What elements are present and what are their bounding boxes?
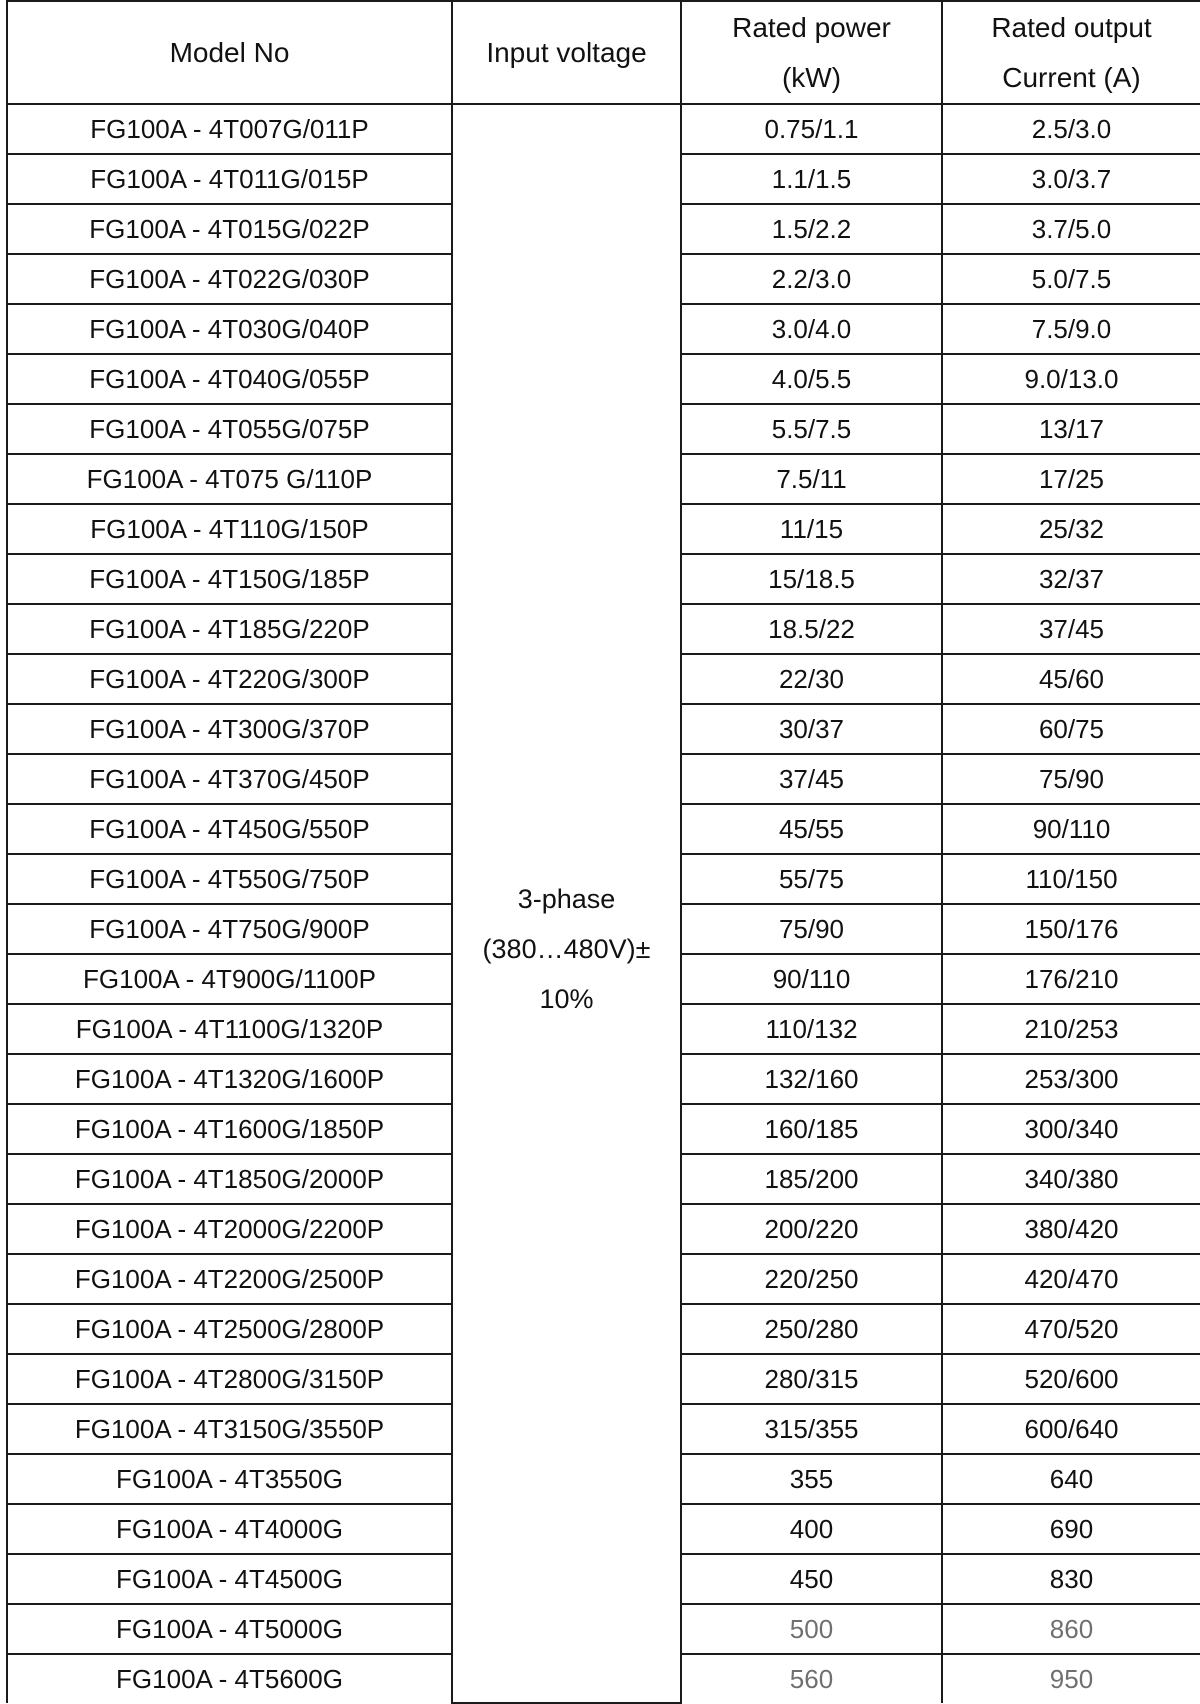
model-cell: FG100A - 4T5000G <box>7 1604 452 1654</box>
model-cell: FG100A - 4T007G/011P <box>7 104 452 154</box>
rated-power-cell: 250/280 <box>681 1304 942 1354</box>
header-row <box>7 1 1200 104</box>
model-cell: FG100A - 4T5600G <box>7 1654 452 1703</box>
model-cell: FG100A - 4T022G/030P <box>7 254 452 304</box>
model-cell: FG100A - 4T015G/022P <box>7 204 452 254</box>
rated-current-cell: 600/640 <box>942 1404 1200 1454</box>
rated-power-cell: 45/55 <box>681 804 942 854</box>
rated-power-cell: 4.0/5.5 <box>681 354 942 404</box>
model-cell: FG100A - 4T4500G <box>7 1554 452 1604</box>
rated-power-cell: 315/355 <box>681 1404 942 1454</box>
rated-current-cell: 640 <box>942 1454 1200 1504</box>
model-cell: FG100A - 4T1850G/2000P <box>7 1154 452 1204</box>
rated-power-cell: 1.1/1.5 <box>681 154 942 204</box>
header-rated-current-line1: Rated output <box>991 11 1152 43</box>
rated-power-cell: 30/37 <box>681 704 942 754</box>
model-cell: FG100A - 4T3150G/3550P <box>7 1404 452 1454</box>
rated-power-cell: 1.5/2.2 <box>681 204 942 254</box>
rated-current-cell: 253/300 <box>942 1054 1200 1104</box>
rated-current-cell: 45/60 <box>942 654 1200 704</box>
rated-power-cell: 0.75/1.1 <box>681 104 942 154</box>
rated-power-cell: 110/132 <box>681 1004 942 1054</box>
input-voltage-cell <box>452 104 681 1703</box>
model-cell: FG100A - 4T900G/1100P <box>7 954 452 1004</box>
rated-power-cell: 3.0/4.0 <box>681 304 942 354</box>
model-cell: FG100A - 4T1100G/1320P <box>7 1004 452 1054</box>
rated-current-cell: 25/32 <box>942 504 1200 554</box>
spec-table <box>6 0 1200 1704</box>
rated-power-cell: 7.5/11 <box>681 454 942 504</box>
rated-power-cell: 450 <box>681 1554 942 1604</box>
rated-power-cell: 200/220 <box>681 1204 942 1254</box>
rated-power-cell: 5.5/7.5 <box>681 404 942 454</box>
model-cell: FG100A - 4T1320G/1600P <box>7 1054 452 1104</box>
rated-power-cell: 22/30 <box>681 654 942 704</box>
rated-current-cell: 830 <box>942 1554 1200 1604</box>
model-cell: FG100A - 4T2500G/2800P <box>7 1304 452 1354</box>
rated-current-cell: 300/340 <box>942 1104 1200 1154</box>
model-cell: FG100A - 4T3550G <box>7 1454 452 1504</box>
model-cell: FG100A - 4T2200G/2500P <box>7 1254 452 1304</box>
rated-power-cell: 500 <box>681 1604 942 1654</box>
model-cell: FG100A - 4T2800G/3150P <box>7 1354 452 1404</box>
header-rated-current-line2: Current (A) <box>1002 61 1141 93</box>
header-rated-power-line1: Rated power <box>732 11 891 43</box>
model-cell: FG100A - 4T450G/550P <box>7 804 452 854</box>
rated-power-cell: 55/75 <box>681 854 942 904</box>
rated-power-cell: 280/315 <box>681 1354 942 1404</box>
table-header <box>7 1 1200 104</box>
header-rated-power-line2: (kW) <box>781 61 842 93</box>
model-cell: FG100A - 4T370G/450P <box>7 754 452 804</box>
model-cell: FG100A - 4T750G/900P <box>7 904 452 954</box>
model-cell: FG100A - 4T030G/040P <box>7 304 452 354</box>
rated-current-cell: 37/45 <box>942 604 1200 654</box>
rated-current-cell: 690 <box>942 1504 1200 1554</box>
rated-current-cell: 2.5/3.0 <box>942 104 1200 154</box>
rated-current-cell: 60/75 <box>942 704 1200 754</box>
model-cell: FG100A - 4T550G/750P <box>7 854 452 904</box>
rated-current-cell: 13/17 <box>942 404 1200 454</box>
rated-current-cell: 110/150 <box>942 854 1200 904</box>
rated-power-cell: 560 <box>681 1654 942 1703</box>
header-rated-power <box>681 1 942 104</box>
rated-current-cell: 5.0/7.5 <box>942 254 1200 304</box>
table-row <box>7 104 1200 154</box>
header-rated-current <box>942 1 1200 104</box>
rated-power-cell: 37/45 <box>681 754 942 804</box>
input-voltage-line2: (380…480V)± <box>482 933 651 964</box>
model-cell: FG100A - 4T185G/220P <box>7 604 452 654</box>
rated-current-cell: 860 <box>942 1604 1200 1654</box>
rated-current-cell: 520/600 <box>942 1354 1200 1404</box>
model-cell: FG100A - 4T2000G/2200P <box>7 1204 452 1254</box>
model-cell: FG100A - 4T300G/370P <box>7 704 452 754</box>
rated-current-cell: 75/90 <box>942 754 1200 804</box>
model-cell: FG100A - 4T075 G/110P <box>7 454 452 504</box>
rated-current-cell: 32/37 <box>942 554 1200 604</box>
rated-current-cell: 470/520 <box>942 1304 1200 1354</box>
rated-current-cell: 420/470 <box>942 1254 1200 1304</box>
rated-power-cell: 15/18.5 <box>681 554 942 604</box>
rated-current-cell: 950 <box>942 1654 1200 1703</box>
rated-power-cell: 132/160 <box>681 1054 942 1104</box>
rated-current-cell: 150/176 <box>942 904 1200 954</box>
model-cell: FG100A - 4T220G/300P <box>7 654 452 704</box>
rated-power-cell: 90/110 <box>681 954 942 1004</box>
model-cell: FG100A - 4T011G/015P <box>7 154 452 204</box>
rated-current-cell: 17/25 <box>942 454 1200 504</box>
model-cell: FG100A - 4T1600G/1850P <box>7 1104 452 1154</box>
rated-current-cell: 380/420 <box>942 1204 1200 1254</box>
rated-power-cell: 185/200 <box>681 1154 942 1204</box>
input-voltage-line1: 3-phase <box>517 883 616 914</box>
header-model-no: Model No <box>7 1 452 104</box>
rated-current-cell: 90/110 <box>942 804 1200 854</box>
model-cell: FG100A - 4T110G/150P <box>7 504 452 554</box>
rated-power-cell: 355 <box>681 1454 942 1504</box>
header-input-voltage: Input voltage <box>452 1 681 104</box>
rated-current-cell: 176/210 <box>942 954 1200 1004</box>
rated-current-cell: 210/253 <box>942 1004 1200 1054</box>
rated-power-cell: 220/250 <box>681 1254 942 1304</box>
rated-power-cell: 160/185 <box>681 1104 942 1154</box>
rated-power-cell: 2.2/3.0 <box>681 254 942 304</box>
rated-power-cell: 400 <box>681 1504 942 1554</box>
model-cell: FG100A - 4T4000G <box>7 1504 452 1554</box>
rated-current-cell: 3.0/3.7 <box>942 154 1200 204</box>
model-cell: FG100A - 4T040G/055P <box>7 354 452 404</box>
rated-power-cell: 75/90 <box>681 904 942 954</box>
rated-current-cell: 340/380 <box>942 1154 1200 1204</box>
model-cell: FG100A - 4T055G/075P <box>7 404 452 454</box>
model-cell: FG100A - 4T150G/185P <box>7 554 452 604</box>
rated-current-cell: 9.0/13.0 <box>942 354 1200 404</box>
rated-power-cell: 11/15 <box>681 504 942 554</box>
table-body <box>7 104 1200 1703</box>
rated-current-cell: 3.7/5.0 <box>942 204 1200 254</box>
input-voltage-line3: 10% <box>539 983 594 1014</box>
rated-current-cell: 7.5/9.0 <box>942 304 1200 354</box>
rated-power-cell: 18.5/22 <box>681 604 942 654</box>
